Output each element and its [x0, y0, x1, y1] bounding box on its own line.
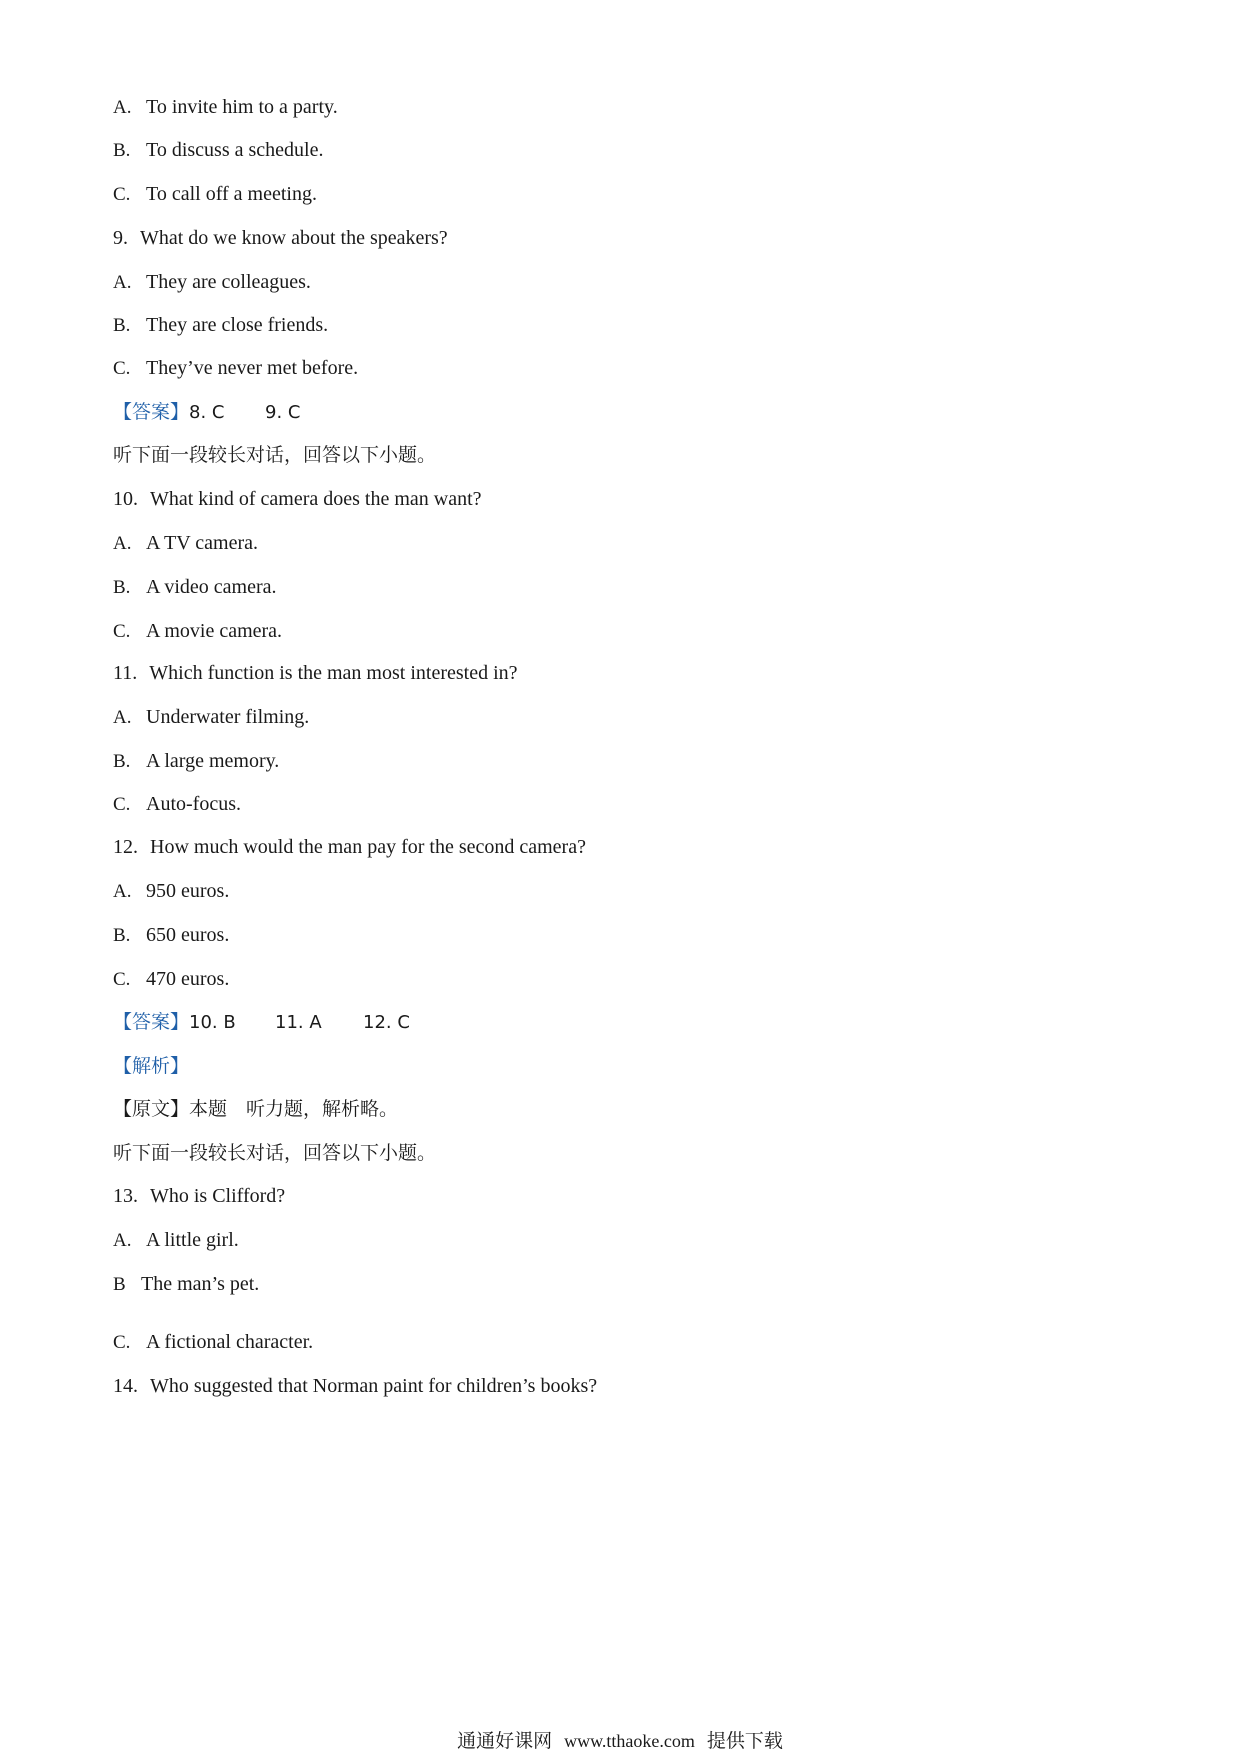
- q9-question: 9. What do we know about the speakers?: [113, 227, 448, 249]
- q11-question: 11. Which function is the man most interested in?: [113, 662, 518, 684]
- q9-option-a: A. They are colleagues.: [113, 271, 311, 293]
- q10-option-b: B. A video camera.: [113, 576, 277, 598]
- q12-option-b: B. 650 euros.: [113, 924, 230, 946]
- footer-site-name: 通通好课网: [457, 1730, 553, 1752]
- q9-option-b: B. They are close friends.: [113, 314, 329, 336]
- q13-option-a: A. A little girl.: [113, 1229, 239, 1251]
- q9-option-c: C. They’ve never met before.: [113, 357, 359, 379]
- q8-option-c: C. To call off a meeting.: [113, 183, 317, 205]
- q11-option-a: A. Underwater filming.: [113, 706, 310, 728]
- q13-question: 13. Who is Clifford?: [113, 1185, 286, 1207]
- q13-option-c: C. A fictional character.: [113, 1331, 314, 1353]
- answer-line-2: 【答案】10. B 11. A 12. C: [113, 1011, 410, 1033]
- page-footer: [0, 1728, 1240, 1754]
- analysis-heading: 【解析】: [113, 1055, 190, 1077]
- footer-suffix: 提供下载: [706, 1730, 783, 1752]
- instruction-text: 听下面一段较长对话，回答以下小题。: [113, 444, 437, 466]
- q11-option-b: B. A large memory.: [113, 750, 280, 772]
- answer-line-1: 【答案】8. C 9. C: [113, 401, 301, 423]
- instruction-text: 听下面一段较长对话，回答以下小题。: [113, 1142, 437, 1164]
- original-text: 【原文】本题 听力题，解析略。: [113, 1098, 399, 1120]
- q12-question: 12. How much would the man pay for the second camera?: [113, 836, 586, 858]
- q12-option-a: A. 950 euros.: [113, 880, 230, 902]
- q11-option-c: C. Auto-focus.: [113, 793, 241, 815]
- q10-question: 10. What kind of camera does the man want?: [113, 488, 482, 510]
- q10-option-a: A. A TV camera.: [113, 532, 259, 554]
- q8-option-b: B. To discuss a schedule.: [113, 139, 324, 161]
- q8-option-a: A. To invite him to a party.: [113, 96, 338, 118]
- q13-option-b: B The man’s pet.: [113, 1273, 260, 1295]
- q12-option-c: C. 470 euros.: [113, 968, 230, 990]
- footer-url[interactable]: www.tthaoke.com: [564, 1731, 695, 1751]
- q10-option-c: C. A movie camera.: [113, 620, 283, 642]
- q14-question: 14. Who suggested that Norman paint for children’s books?: [113, 1375, 598, 1397]
